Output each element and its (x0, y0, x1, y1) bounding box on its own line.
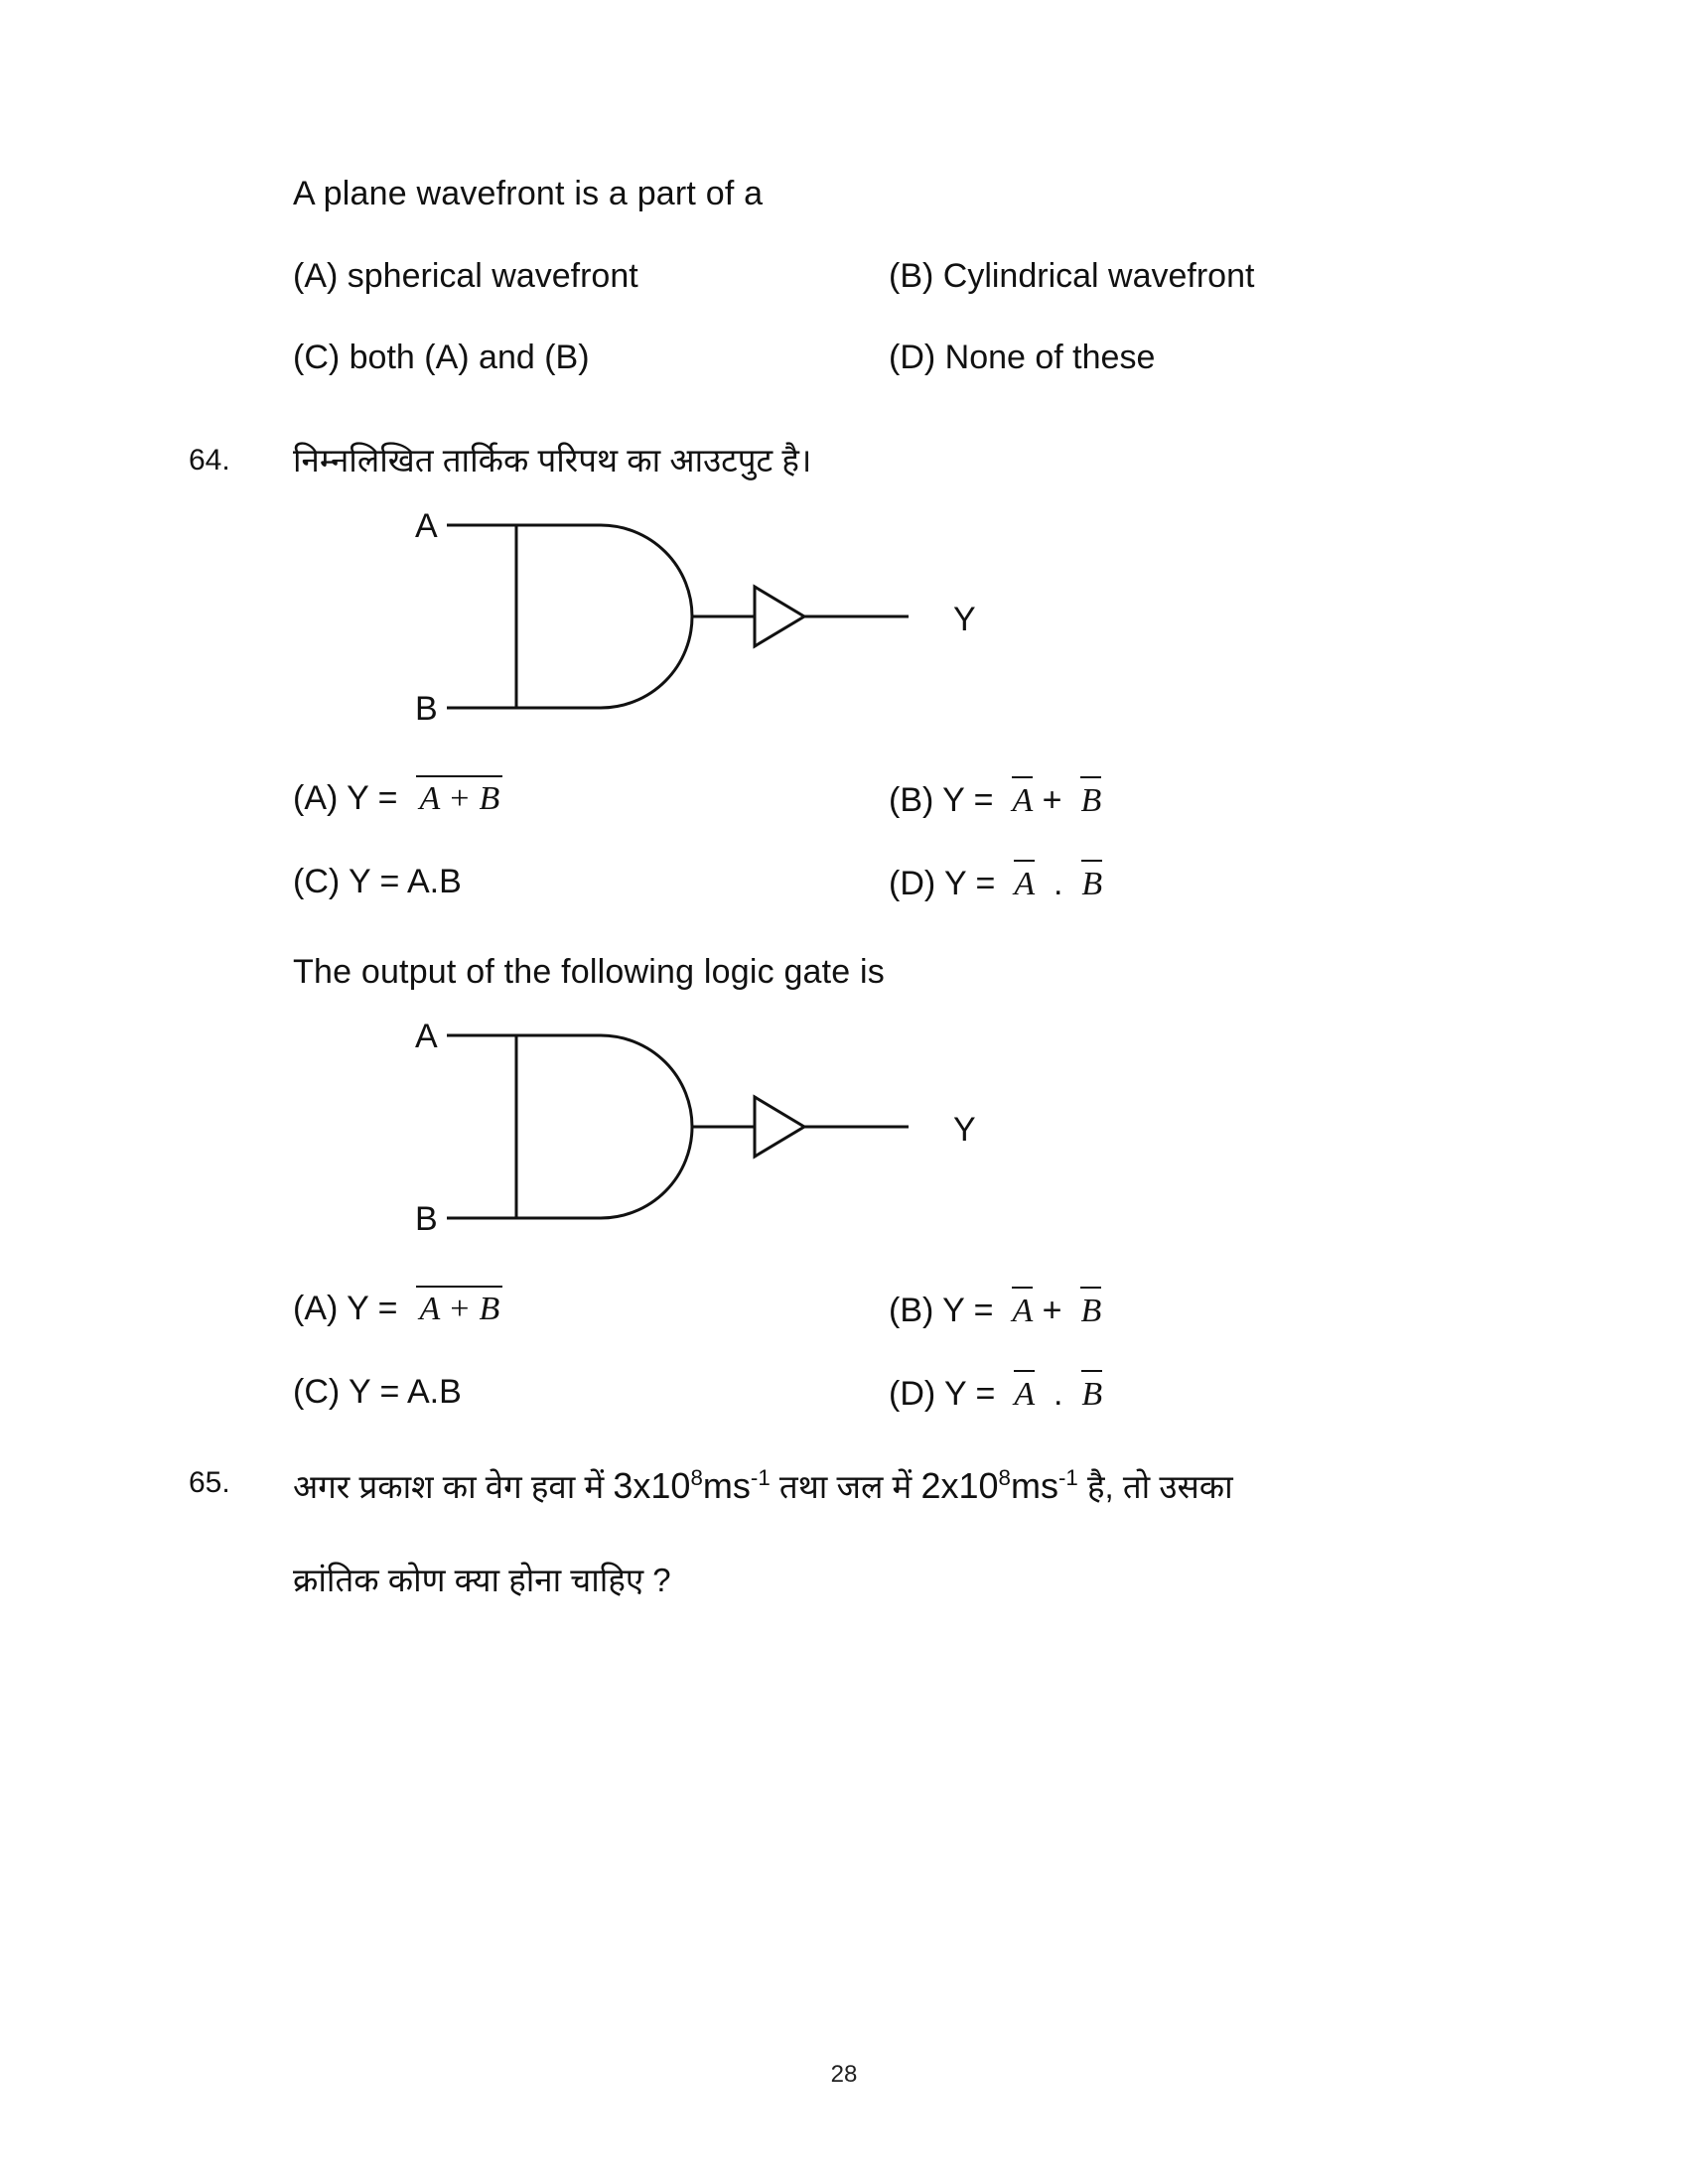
question-number-64: 64. (189, 444, 230, 478)
option-d-operator: . (1054, 1374, 1063, 1413)
value-1-exponent: 8 (690, 1465, 703, 1491)
option-b[interactable] (889, 1286, 1539, 1335)
y-equals: Y = (944, 1374, 996, 1413)
option-d-expr-b: B (1081, 1369, 1102, 1419)
question-stem-64: निम्नलिखित तार्किक परिपथ का आउटपुट है। (293, 442, 812, 479)
option-row (293, 775, 1539, 825)
option-d-expr-a: A (1014, 1369, 1035, 1419)
option-d-expr-b: B (1081, 859, 1102, 908)
stem-part-2: तथा जल में (778, 1468, 913, 1506)
option-a-prefix: (A) (293, 1290, 348, 1328)
y-equals: Y = (942, 1292, 994, 1330)
option-b-expr-a: A (1012, 1286, 1033, 1335)
option-d-prefix: (D) (889, 864, 945, 902)
question-stem-en: The output of the following logic gate is (293, 953, 886, 992)
gate-output-y-label: Y (953, 1111, 976, 1150)
logic-gate-diagram-en (387, 1024, 1539, 1252)
y-equals: Y = (944, 864, 996, 902)
gate-output-y-label: Y (953, 600, 976, 638)
option-b-prefix: (B) (889, 780, 943, 819)
value-1 (613, 1465, 770, 1506)
page-number: 28 (830, 2061, 858, 2088)
value-2-exponent: 8 (998, 1465, 1011, 1491)
gate-input-b-label: B (415, 1200, 438, 1239)
option-row (293, 1369, 1539, 1419)
value-2-mantissa: 2x10 (920, 1465, 999, 1507)
y-equals: Y = (347, 778, 398, 817)
option-b-prefix: (B) (889, 1292, 943, 1330)
option-a[interactable] (293, 1286, 889, 1335)
option-row (293, 253, 1539, 301)
option-b-expr-b: B (1080, 1286, 1101, 1335)
stem-part-1: अगर प्रकाश का वेग हवा में (293, 1468, 605, 1506)
value-2-unit-exponent: -1 (1057, 1465, 1078, 1491)
value-2-unit: ms (1010, 1465, 1058, 1507)
option-b-expr-a: A (1012, 775, 1033, 825)
logic-gate-diagram-64 (387, 513, 1539, 742)
y-equals: Y = (942, 780, 994, 819)
option-c[interactable]: (C) Y = A.B (293, 862, 462, 900)
option-row (293, 859, 1539, 908)
value-2 (920, 1465, 1077, 1506)
question-body (293, 947, 1539, 1418)
question-block-64 (189, 435, 1539, 907)
option-a-expression: A + B (416, 1286, 502, 1328)
option-d-prefix: (D) (889, 1374, 945, 1413)
question-block-logic-en (189, 947, 1539, 1418)
option-b-operator: + (1042, 780, 1062, 819)
and-gate-with-inverter-icon (387, 513, 1142, 742)
stem-part-3: है, तो उसका (1086, 1468, 1233, 1506)
question-body-64 (293, 435, 1539, 907)
question-body (293, 169, 1539, 381)
option-row (293, 1286, 1539, 1335)
gate-input-a-label: A (415, 1024, 438, 1056)
option-d-expr-a: A (1014, 859, 1035, 908)
question-block-65 (189, 1457, 1539, 1606)
option-row (293, 335, 1539, 382)
option-a-expression: A + B (416, 775, 502, 818)
option-c[interactable]: (C) Y = A.B (293, 1372, 462, 1411)
gate-input-b-label: B (415, 689, 438, 728)
option-b[interactable]: (B) Cylindrical wavefront (889, 257, 1255, 295)
question-block-wavefront (189, 169, 1539, 381)
question-number (189, 169, 293, 173)
option-c[interactable]: (C) both (A) and (B) (293, 338, 590, 376)
option-d[interactable] (889, 859, 1539, 908)
option-a[interactable] (293, 775, 889, 825)
option-a-prefix: (A) (293, 778, 348, 817)
option-a[interactable]: (A) spherical wavefront (293, 257, 638, 295)
option-d-operator: . (1054, 864, 1063, 902)
option-d[interactable] (889, 1369, 1539, 1419)
value-1-unit: ms (702, 1465, 751, 1507)
option-d[interactable]: (D) None of these (889, 338, 1156, 376)
question-stem-65 (293, 1457, 1539, 1515)
question-stem-65-line2: क्रांतिक कोण क्या होना चाहिए ? (293, 1561, 671, 1598)
option-b-operator: + (1042, 1292, 1062, 1330)
value-1-mantissa: 3x10 (613, 1465, 691, 1507)
and-gate-with-inverter-icon (387, 1024, 1142, 1252)
y-equals: Y = (347, 1290, 398, 1328)
gate-input-a-label: A (415, 512, 438, 545)
option-b[interactable] (889, 775, 1539, 825)
value-1-unit-exponent: -1 (750, 1465, 771, 1491)
option-b-expr-b: B (1080, 775, 1101, 825)
question-number (189, 947, 293, 951)
question-body-65 (293, 1457, 1539, 1606)
question-number-65: 65. (189, 1466, 230, 1500)
question-stem: A plane wavefront is a part of a (293, 175, 764, 212)
